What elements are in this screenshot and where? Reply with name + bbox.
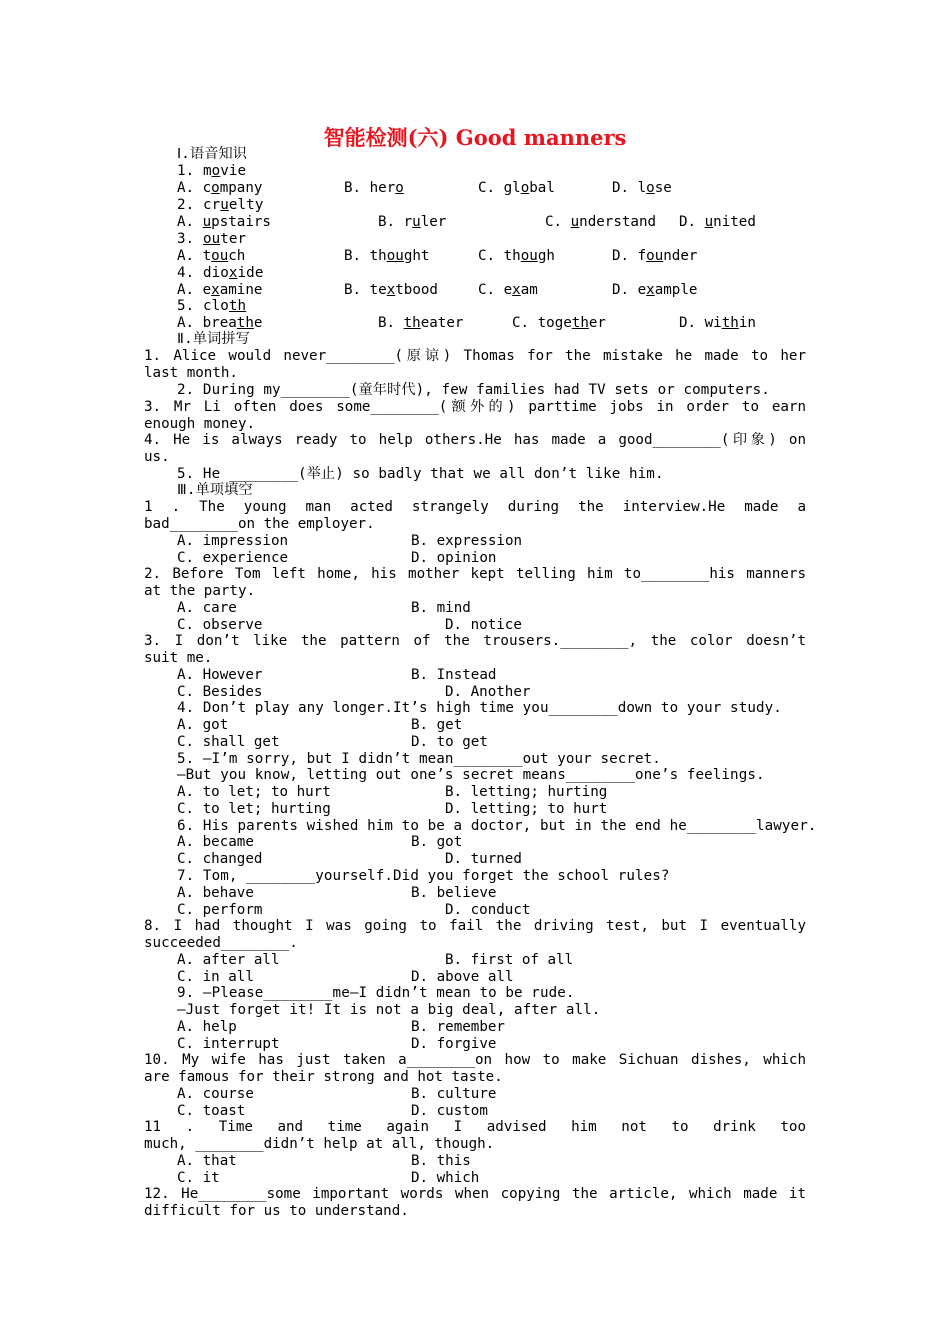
choice-q10-line2: are famous for their strong and hot taste. bbox=[144, 1069, 503, 1085]
phonetics-q5-option-b: B. theater bbox=[378, 315, 464, 331]
choice-q11-option-b: B. this bbox=[411, 1153, 471, 1169]
choice-q7-option-d: D. conduct bbox=[445, 902, 531, 918]
choice-q5-option-b: B. letting; hurting bbox=[445, 784, 608, 800]
choice-q6-option-b: B. got bbox=[411, 834, 463, 850]
section-1-heading: Ⅰ.语音知识 bbox=[177, 146, 248, 162]
choice-q8-option-d: D. above all bbox=[411, 969, 514, 985]
spelling-q4-line1: 4. He is always ready to help others.He has made a good________(印象) on bbox=[144, 432, 806, 448]
choice-q7-option-a: A. behave bbox=[177, 885, 254, 901]
phonetics-q4-option-c: C. exam bbox=[478, 282, 538, 298]
choice-q8-option-c: C. in all bbox=[177, 969, 254, 985]
choice-q7-option-b: B. believe bbox=[411, 885, 497, 901]
choice-q5-option-a: A. to let; to hurt bbox=[177, 784, 331, 800]
choice-q9-line1: 9. —Please________me—I didn’t mean to be rude. bbox=[177, 985, 575, 1001]
choice-q8-option-a: A. after all bbox=[177, 952, 280, 968]
choice-q10-line1: 10. My wife has just taken a________on how to make Sichuan dishes, which bbox=[144, 1052, 806, 1068]
choice-q3-option-a: A. However bbox=[177, 667, 263, 683]
choice-q3-option-b: B. Instead bbox=[411, 667, 497, 683]
choice-q1-option-a: A. impression bbox=[177, 533, 289, 549]
phonetics-q3-option-b: B. thought bbox=[344, 248, 430, 264]
choice-q10-option-d: D. custom bbox=[411, 1103, 488, 1119]
phonetics-q5-option-a: A. breathe bbox=[177, 315, 263, 331]
choice-q2-line1: 2. Before Tom left home, his mother kept telling him to________his manners bbox=[144, 566, 806, 582]
choice-q6-option-c: C. changed bbox=[177, 851, 263, 867]
choice-q1-option-b: B. expression bbox=[411, 533, 523, 549]
page-title: 智能检测(六) Good manners bbox=[323, 125, 627, 150]
spelling-q3-line1: 3. Mr Li often does some________(额外的) parttime jobs in order to earn bbox=[144, 399, 806, 415]
choice-q5-option-c: C. to let; hurting bbox=[177, 801, 331, 817]
choice-q2-option-a: A. care bbox=[177, 600, 237, 616]
section-3-heading: Ⅲ.单项填空 bbox=[177, 482, 253, 498]
phonetics-q2-option-c: C. understand bbox=[545, 214, 657, 230]
choice-q1-line1: 1 . The young man acted strangely during the interview.He made a bbox=[144, 499, 806, 515]
choice-q7-option-c: C. perform bbox=[177, 902, 263, 918]
phonetics-q2: 2. cruelty bbox=[177, 197, 264, 213]
choice-q9-option-c: C. interrupt bbox=[177, 1036, 280, 1052]
choice-q5-option-d: D. letting; to hurt bbox=[445, 801, 608, 817]
section-2-heading: Ⅱ.单词拼写 bbox=[177, 331, 250, 347]
phonetics-q5: 5. cloth bbox=[177, 298, 247, 314]
choice-q6: 6. His parents wished him to be a doctor, but in the end he________lawyer. bbox=[177, 818, 817, 834]
choice-q8-line2: succeeded________. bbox=[144, 935, 298, 951]
choice-q4-option-c: C. shall get bbox=[177, 734, 280, 750]
choice-q2-option-b: B. mind bbox=[411, 600, 471, 616]
choice-q6-option-a: A. became bbox=[177, 834, 254, 850]
phonetics-q3: 3. outer bbox=[177, 231, 247, 247]
choice-q8-line1: 8. I had thought I was going to fail the driving test, but I eventually bbox=[144, 918, 806, 934]
choice-q1-option-d: D. opinion bbox=[411, 550, 497, 566]
phonetics-q4-option-a: A. examine bbox=[177, 282, 263, 298]
phonetics-q5-option-d: D. within bbox=[679, 315, 756, 331]
choice-q1-option-c: C. experience bbox=[177, 550, 289, 566]
choice-q2-line2: at the party. bbox=[144, 583, 256, 599]
phonetics-q1-option-b: B. hero bbox=[344, 180, 404, 196]
spelling-q4-line2: us. bbox=[144, 449, 170, 465]
choice-q4-option-b: B. get bbox=[411, 717, 463, 733]
phonetics-q5-option-c: C. together bbox=[512, 315, 606, 331]
choice-q1-line2: bad________on the employer. bbox=[144, 516, 375, 532]
choice-q9-option-d: D. forgive bbox=[411, 1036, 497, 1052]
choice-q11-option-a: A. that bbox=[177, 1153, 237, 1169]
spelling-q1-line2: last month. bbox=[144, 365, 238, 381]
choice-q9-option-a: A. help bbox=[177, 1019, 237, 1035]
phonetics-q2-option-d: D. united bbox=[679, 214, 756, 230]
choice-q11-option-c: C. it bbox=[177, 1170, 220, 1186]
choice-q4: 4. Don’t play any longer.It’s high time you________down to your study. bbox=[177, 700, 782, 716]
choice-q2-option-d: D. notice bbox=[445, 617, 522, 633]
choice-q5-line2: —But you know, letting out one’s secret means________one’s feelings. bbox=[177, 767, 765, 783]
choice-q4-option-d: D. to get bbox=[411, 734, 488, 750]
choice-q11-option-d: D. which bbox=[411, 1170, 480, 1186]
phonetics-q3-option-d: D. founder bbox=[612, 248, 698, 264]
phonetics-q3-option-c: C. though bbox=[478, 248, 555, 264]
choice-q10-option-a: A. course bbox=[177, 1086, 254, 1102]
choice-q3-line1: 3. I don’t like the pattern of the trousers.________, the color doesn’t bbox=[144, 633, 806, 649]
phonetics-q1-option-d: D. lose bbox=[612, 180, 672, 196]
spelling-q3-line2: enough money. bbox=[144, 416, 256, 432]
spelling-q5: 5. He ________(举止) so badly that we all don’t like him. bbox=[177, 466, 664, 482]
choice-q3-line2: suit me. bbox=[144, 650, 213, 666]
choice-q2-option-c: C. observe bbox=[177, 617, 263, 633]
spelling-q2: 2. During my________(童年时代), few families had TV sets or computers. bbox=[177, 382, 770, 398]
phonetics-q4-option-b: B. textbood bbox=[344, 282, 438, 298]
choice-q10-option-c: C. toast bbox=[177, 1103, 246, 1119]
choice-q3-option-c: C. Besides bbox=[177, 684, 263, 700]
choice-q10-option-b: B. culture bbox=[411, 1086, 497, 1102]
phonetics-q1-option-a: A. company bbox=[177, 180, 263, 196]
choice-q9-option-b: B. remember bbox=[411, 1019, 505, 1035]
phonetics-q2-option-a: A. upstairs bbox=[177, 214, 271, 230]
choice-q9-line2: —Just forget it! It is not a big deal, after all. bbox=[177, 1002, 601, 1018]
phonetics-q3-option-a: A. touch bbox=[177, 248, 246, 264]
choice-q7: 7. Tom, ________yourself.Did you forget the school rules? bbox=[177, 868, 670, 884]
phonetics-q2-option-b: B. ruler bbox=[378, 214, 447, 230]
phonetics-q1-option-c: C. global bbox=[478, 180, 555, 196]
choice-q12-line1: 12. He________some important words when copying the article, which made it bbox=[144, 1186, 806, 1202]
choice-q11-line1: 11 . Time and time again I advised him not to drink too bbox=[144, 1119, 806, 1135]
choice-q3-option-d: D. Another bbox=[445, 684, 531, 700]
choice-q4-option-a: A. got bbox=[177, 717, 229, 733]
choice-q11-line2: much, ________didn’t help at all, though. bbox=[144, 1136, 495, 1152]
phonetics-q4: 4. dioxide bbox=[177, 265, 264, 281]
choice-q12-line2: difficult for us to understand. bbox=[144, 1203, 409, 1219]
spelling-q1-line1: 1. Alice would never________(原谅) Thomas for the mistake he made to her bbox=[144, 348, 806, 364]
choice-q6-option-d: D. turned bbox=[445, 851, 522, 867]
phonetics-q4-option-d: D. example bbox=[612, 282, 698, 298]
choice-q5-line1: 5. —I’m sorry, but I didn’t mean________out your secret. bbox=[177, 751, 661, 767]
choice-q8-option-b: B. first of all bbox=[445, 952, 574, 968]
phonetics-q1: 1. movie bbox=[177, 163, 247, 179]
